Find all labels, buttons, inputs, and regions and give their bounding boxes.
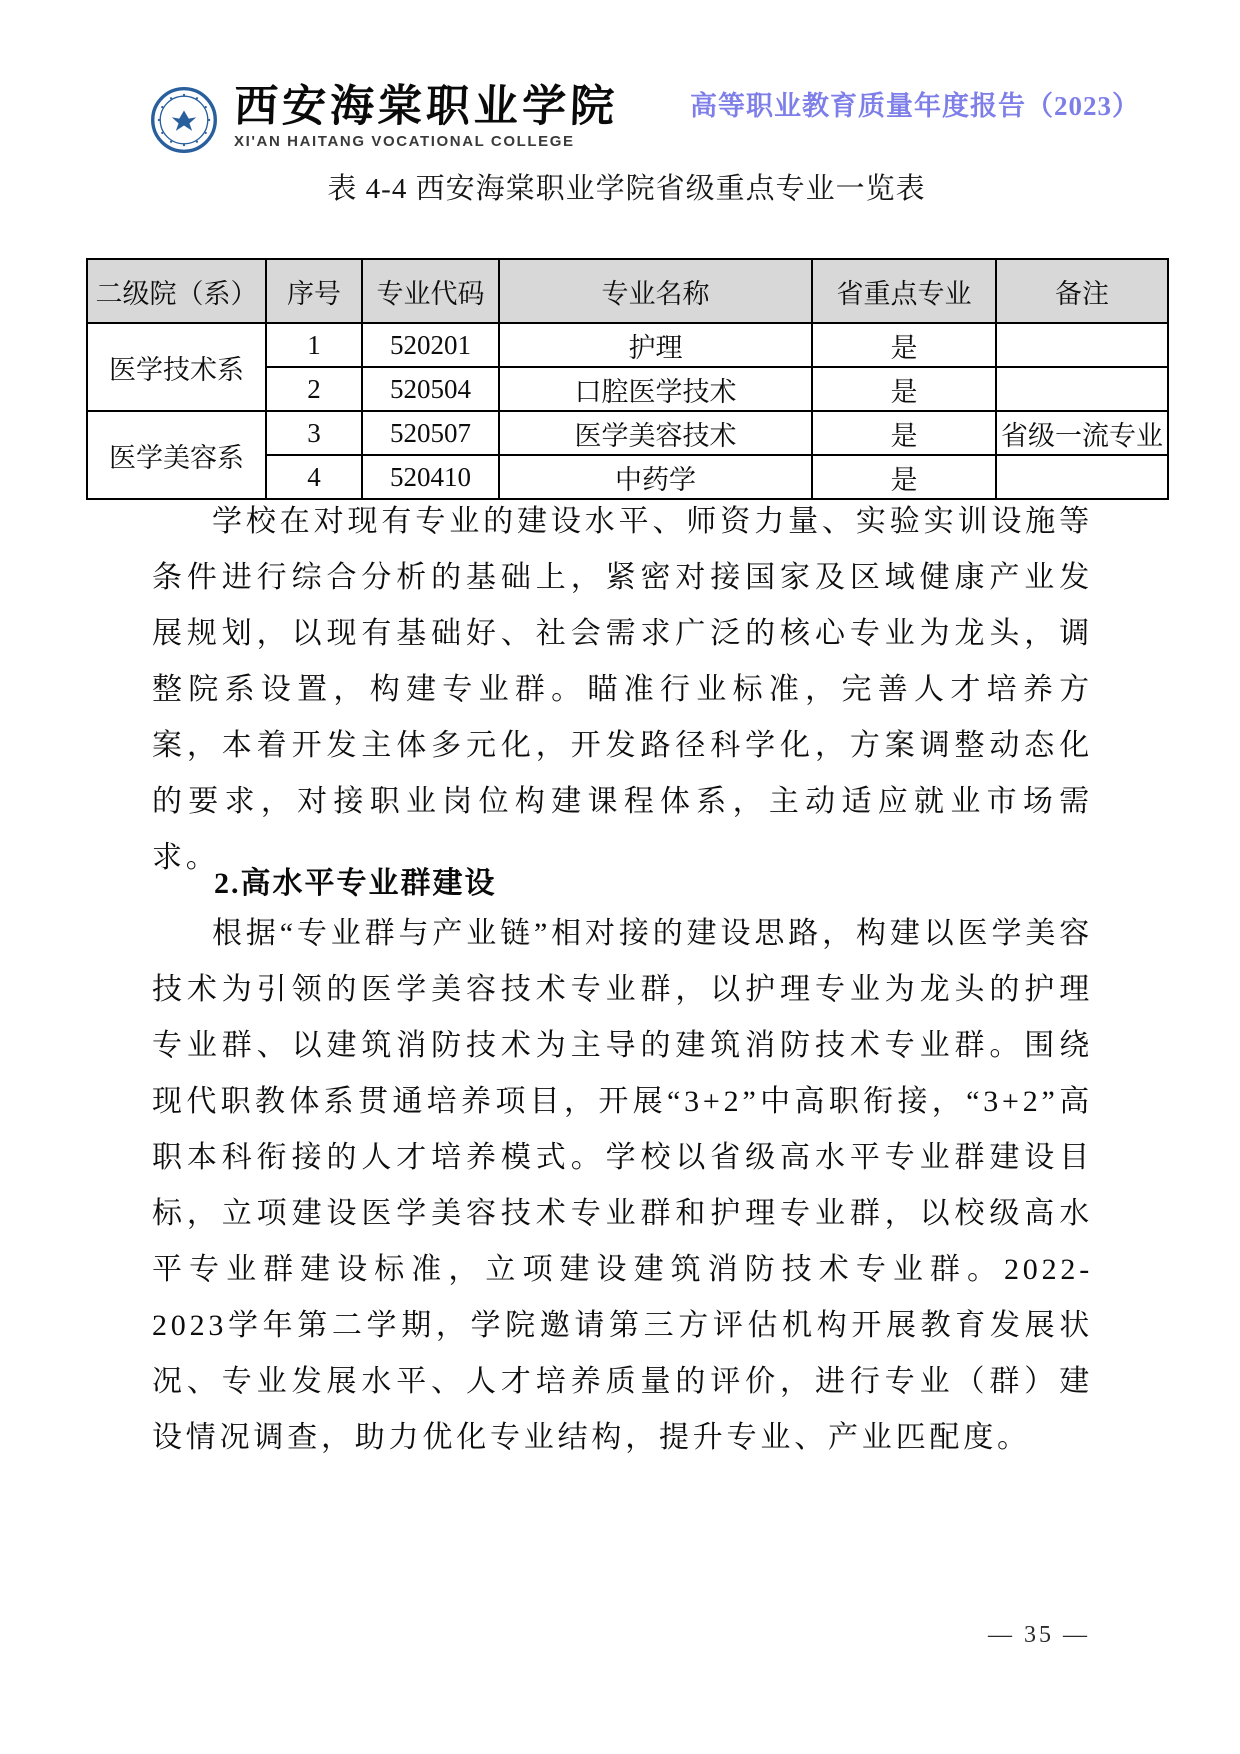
paragraph-specialty-group-building: 根据“专业群与产业链”相对接的建设思路，构建以医学美容技术为引领的医学美容技术专业群，以护理专业为龙头的护理专业群、以建筑消防技术为主导的建筑消防技术专业群。围绕现代职教体系贯通培养项目，开展“3+2”中高职衔接，“3+2”高职本科衔接的人才培养模式。学校以省级高水平专业群建设目标，立项建设医学美容技术专业群和护理专业群，以校级高水平专业群建设标准，立项建设建筑消防技术专业群。2022-2023学年第二学期，学院邀请第三方评估机构开展教育发展状况、专业发展水平、人才培养质量的评价，进行专业（群）建设情况调查，助力优化专业结构，提升专业、产业匹配度。: [152, 917, 1093, 1454]
provincial-key-cell: 是: [812, 367, 996, 411]
column-header-note: 备注: [996, 259, 1168, 323]
key-majors-table: [86, 258, 1169, 500]
college-logo: [150, 84, 618, 154]
college-name-en: XI'AN HAITANG VOCATIONAL COLLEGE: [234, 133, 575, 150]
note-cell: 省级一流专业: [996, 411, 1168, 455]
page-number: — 35 —: [988, 1622, 1090, 1648]
column-header-department: 二级院（系）: [87, 259, 266, 323]
college-seal-icon: [150, 86, 218, 154]
code-cell: 520504: [362, 367, 499, 411]
code-cell: 520201: [362, 323, 499, 367]
seq-cell: 3: [266, 411, 362, 455]
college-name: [234, 84, 618, 150]
note-cell: [996, 367, 1168, 411]
code-cell: 520507: [362, 411, 499, 455]
department-cell: 医学美容系: [87, 411, 266, 499]
table-header-row: [87, 259, 1168, 323]
provincial-key-cell: 是: [812, 323, 996, 367]
column-header-code: 专业代码: [362, 259, 499, 323]
column-header-major: 专业名称: [499, 259, 812, 323]
provincial-key-cell: 是: [812, 455, 996, 499]
seq-cell: 1: [266, 323, 362, 367]
report-title: 高等职业教育质量年度报告（2023）: [690, 91, 1140, 121]
paragraph-specialty-analysis: 学校在对现有专业的建设水平、师资力量、实验实训设施等条件进行综合分析的基础上，紧密对接国家及区域健康产业发展规划，以现有基础好、社会需求广泛的核心专业为龙头，调整院系设置，构建专业群。瞄准行业标准，完善人才培养方案，本着开发主体多元化，开发路径科学化，方案调整动态化的要求，对接职业岗位构建课程体系，主动适应就业市场需求。: [152, 505, 1093, 874]
college-name-cn: 西安海棠职业学院: [233, 82, 619, 131]
seq-cell: 2: [266, 367, 362, 411]
major-cell: 口腔医学技术: [499, 367, 812, 411]
seq-cell: 4: [266, 455, 362, 499]
major-cell: 医学美容技术: [499, 411, 812, 455]
note-cell: [996, 323, 1168, 367]
column-header-seq: 序号: [266, 259, 362, 323]
table-caption: 表 4-4 西安海棠职业学院省级重点专业一览表: [327, 173, 926, 205]
major-cell: 护理: [499, 323, 812, 367]
table-row: [87, 323, 1168, 367]
provincial-key-cell: 是: [812, 411, 996, 455]
column-header-provincial-key: 省重点专业: [812, 259, 996, 323]
note-cell: [996, 455, 1168, 499]
section-heading-specialty-groups: 2.高水平专业群建设: [214, 867, 497, 900]
department-cell: 医学技术系: [87, 323, 266, 411]
code-cell: 520410: [362, 455, 499, 499]
major-cell: 中药学: [499, 455, 812, 499]
table-row: [87, 411, 1168, 455]
